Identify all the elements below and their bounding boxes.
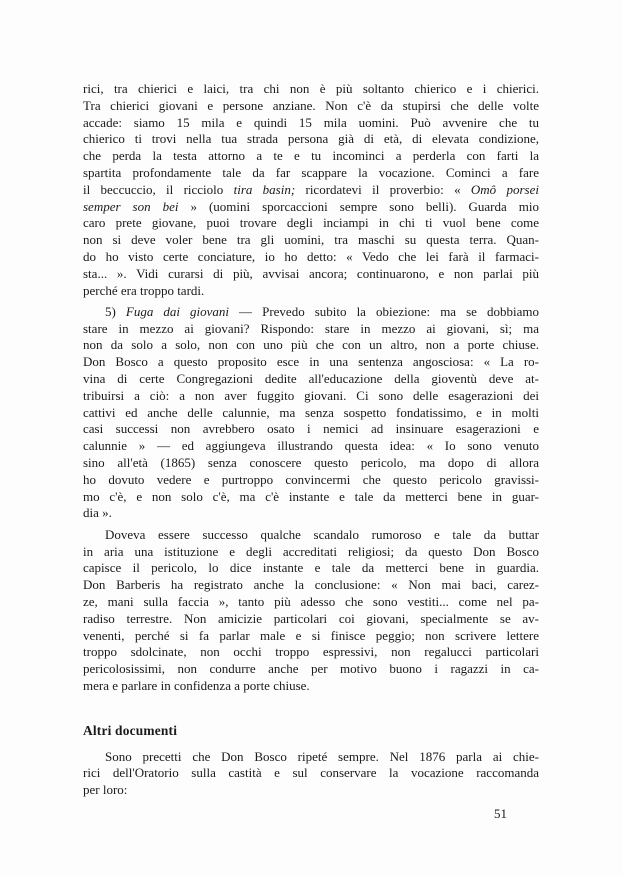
text-line	[83, 782, 539, 799]
text-line	[83, 131, 539, 148]
text-line	[83, 678, 539, 695]
text-line	[83, 98, 539, 115]
text-run: non si deve voler bene tra gli uomini, tra maschi su questa terra. Quan-	[83, 232, 539, 248]
paragraph	[83, 749, 539, 799]
text-run: vina di certe Congregazioni dedite all'educazione della gioventù deve at-	[83, 371, 539, 387]
text-run: mo c'è, e non solo c'è, ma c'è instante e tale da metterci bene in guar-	[83, 488, 539, 504]
text-line	[83, 115, 539, 132]
text-run: sta... ». Vidi curarsi di più, avvisai ancora; continuarono, e non parlai più	[83, 265, 539, 281]
text-line	[83, 199, 539, 216]
paragraph	[83, 304, 539, 522]
text-line	[83, 421, 539, 438]
text-line	[83, 283, 539, 300]
text-run: che perda la testa attorno a te e tu incominci a perderla con farti la	[83, 148, 539, 164]
text-run: capisce il pericolo, lo dice instante e tale da metterci bene in guardia.	[83, 560, 539, 576]
text-run: perché era troppo tardi.	[83, 282, 205, 298]
text-line	[83, 215, 539, 232]
text-line	[83, 489, 539, 506]
text-run: casi successi non avrebbero osato i nemici ad insinuare esagerazioni e	[83, 421, 539, 437]
text-line	[83, 438, 539, 455]
page-number-row	[83, 806, 539, 823]
text-line	[83, 388, 539, 405]
paragraph	[83, 527, 539, 695]
text-line	[83, 505, 539, 522]
text-line	[83, 371, 539, 388]
text-line	[83, 611, 539, 628]
text-run: — Prevedo subito la obiezione: ma se dobbiamo	[229, 303, 539, 319]
text-run: caro prete giovane, puoi trovare degli inciampi in chi ti vuol bene come	[83, 215, 539, 231]
text-line	[83, 148, 539, 165]
italic-text-run: tira basin;	[233, 181, 296, 197]
text-run: Don Barberis ha registrato anche la conclusione: « Non mai baci, carez-	[83, 577, 539, 593]
text-run: calunnie » — ed aggiungeva illustrando questa idea: « Io sono venuto	[83, 438, 539, 454]
text-run: radiso terrestre. Non amicizie particolari coi giovani, specialmente se av-	[83, 610, 539, 626]
italic-text-run: semper son bei	[83, 198, 179, 214]
text-run: cattivi ed anche delle calunnie, ma senza sospetto fondatissimo, e in molti	[83, 404, 539, 420]
text-run: ricordatevi il proverbio: «	[295, 181, 471, 197]
text-run: tribuirsi a ciò: a non aver fuggito giovani. Ci sono delle esagerazioni dei	[83, 387, 539, 403]
text-line	[83, 661, 539, 678]
text-line	[83, 321, 539, 338]
text-run: sino all'età (1865) senza conoscere questo pericolo, ma dopo di allora	[83, 455, 539, 471]
text-line	[83, 81, 539, 98]
text-line	[83, 165, 539, 182]
text-run: mera e parlare in confidenza a porte chiuse.	[83, 677, 310, 693]
text-line	[83, 182, 539, 199]
text-run: dia ».	[83, 505, 112, 521]
text-line	[83, 405, 539, 422]
text-run: Don Bosco a questo proposito esce in una sentenza angosciosa: « La ro-	[83, 354, 539, 370]
text-line	[83, 544, 539, 561]
text-run: do ho visto certe conciature, io ho detto: « Vedo che lei farà il farmaci-	[83, 248, 539, 264]
text-run: 5)	[105, 303, 126, 319]
section-heading: Altri documenti	[83, 722, 178, 738]
text-run: ze, mani sulla faccia », tanto più adesso che sono vestiti... come nel pa-	[83, 593, 539, 609]
text-line	[83, 560, 539, 577]
italic-text-run: Omô porsei	[470, 181, 539, 197]
text-column	[83, 81, 539, 823]
text-run: chierico ti trovi nella tua strada persona già di età, di elevata condizione,	[83, 131, 539, 147]
text-run: Sono precetti che Don Bosco ripeté sempre. Nel 1876 parla ai chie-	[105, 748, 539, 764]
paragraphs-top	[83, 81, 539, 695]
page-number: 51	[494, 806, 507, 822]
text-run: Tra chierici giovani e persone anziane. Non c'è da stupirsi che delle volte	[83, 97, 539, 113]
text-run: non da solo a solo, non con uno più che con un altro, non a porte chiuse.	[83, 337, 539, 353]
text-run: rici dell'Oratorio sulla castità e sul conservare la vocazione raccomanda	[83, 765, 539, 781]
text-run: venenti, perché si fa parlar male e si finisce peggio; non scrivere lettere	[83, 627, 539, 643]
text-run: troppo sdolcinate, non occhi troppo espressivi, non regalucci particolari	[83, 644, 539, 660]
text-line	[83, 644, 539, 661]
text-line	[83, 577, 539, 594]
paragraph	[83, 81, 539, 299]
italic-text-run: Fuga dai giovani	[125, 303, 230, 319]
text-line	[83, 472, 539, 489]
paragraphs-bottom	[83, 749, 539, 799]
text-run: per loro:	[83, 782, 128, 798]
text-run: il beccuccio, il ricciolo	[83, 181, 234, 197]
text-run: accade: siamo 15 mila e quindi 15 mila uomini. Può avvenire che tu	[83, 114, 539, 130]
text-line	[83, 266, 539, 283]
text-run: » (uomini sporcaccioni sempre sono belli). Guarda mio	[178, 198, 539, 214]
text-run: in aria una istituzione e degli accreditati religiosi; da questo Don Bosco	[83, 543, 539, 559]
text-run: ho dovuto vedere e purtroppo convincermi che questo pericolo gravissi-	[83, 471, 539, 487]
text-line	[83, 354, 539, 371]
text-line	[83, 765, 539, 782]
text-line	[83, 232, 539, 249]
text-line	[83, 749, 539, 766]
text-line	[83, 594, 539, 611]
text-line	[83, 527, 539, 544]
text-line	[83, 337, 539, 354]
text-line	[83, 628, 539, 645]
text-run: rici, tra chierici e laici, tra chi non è più soltanto chierico e i chierici.	[83, 81, 539, 96]
text-run: spartita profondamente tale da far scappare la vocazione. Cominci a fare	[83, 164, 539, 180]
text-line	[83, 455, 539, 472]
text-run: Doveva essere successo qualche scandalo rumoroso e tale da buttar	[105, 526, 539, 542]
text-run: stare in mezzo ai giovani? Rispondo: stare in mezzo ai giovani, sì; ma	[83, 320, 539, 336]
text-run: pericolosissimi, non condurre anche per motivo buono i ragazzi in ca-	[83, 661, 539, 677]
text-line	[83, 249, 539, 266]
text-line	[83, 304, 539, 321]
